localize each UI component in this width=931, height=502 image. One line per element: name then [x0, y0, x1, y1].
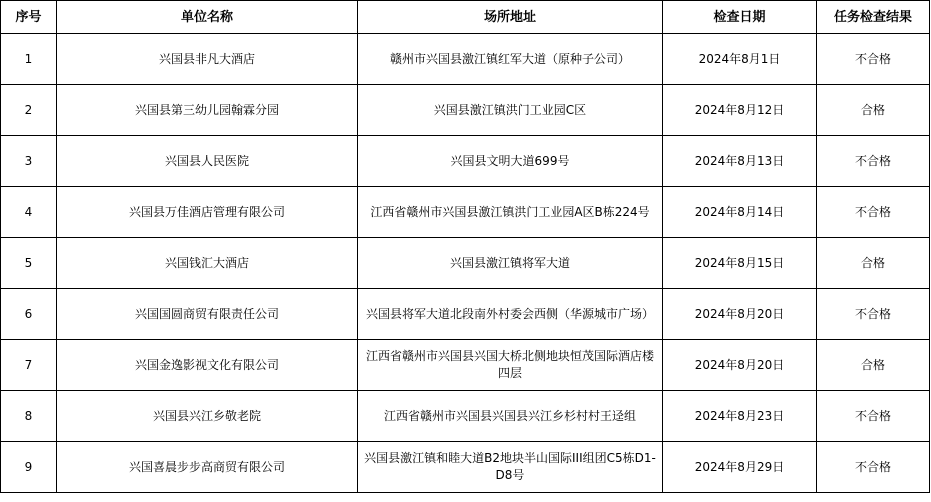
table-row	[1, 391, 930, 442]
cell-inspection-date: 2024年8月13日	[663, 136, 817, 187]
header-inspection-date: 检查日期	[663, 1, 817, 34]
cell-address: 兴国县激江镇将军大道	[358, 238, 663, 289]
cell-inspection-result: 不合格	[817, 34, 930, 85]
cell-address: 赣州市兴国县激江镇红军大道（原种子公司）	[358, 34, 663, 85]
cell-inspection-result: 不合格	[817, 136, 930, 187]
header-unit-name: 单位名称	[57, 1, 358, 34]
cell-serial-number: 9	[1, 442, 57, 493]
cell-inspection-date: 2024年8月1日	[663, 34, 817, 85]
cell-inspection-date: 2024年8月14日	[663, 187, 817, 238]
cell-inspection-result: 不合格	[817, 391, 930, 442]
cell-address: 兴国县激江镇和睦大道B2地块半山国际III组团C5栋D1-D8号	[358, 442, 663, 493]
cell-inspection-result: 合格	[817, 85, 930, 136]
header-serial-number: 序号	[1, 1, 57, 34]
cell-serial-number: 8	[1, 391, 57, 442]
cell-serial-number: 2	[1, 85, 57, 136]
cell-address: 江西省赣州市兴国县兴国县兴江乡杉村村王迳组	[358, 391, 663, 442]
header-inspection-result: 任务检查结果	[817, 1, 930, 34]
table-header-row	[1, 1, 930, 34]
table-row	[1, 442, 930, 493]
cell-inspection-result: 合格	[817, 238, 930, 289]
table-row	[1, 34, 930, 85]
cell-unit-name: 兴国县非凡大酒店	[57, 34, 358, 85]
cell-unit-name: 兴国县人民医院	[57, 136, 358, 187]
cell-address: 兴国县文明大道699号	[358, 136, 663, 187]
cell-serial-number: 6	[1, 289, 57, 340]
cell-inspection-result: 不合格	[817, 289, 930, 340]
table-row	[1, 187, 930, 238]
cell-unit-name: 兴国县第三幼儿园翰霖分园	[57, 85, 358, 136]
table-row	[1, 340, 930, 391]
cell-serial-number: 5	[1, 238, 57, 289]
cell-unit-name: 兴国县兴江乡敬老院	[57, 391, 358, 442]
cell-address: 兴国县将军大道北段南外村委会西侧（华源城市广场）	[358, 289, 663, 340]
table-row	[1, 238, 930, 289]
cell-inspection-date: 2024年8月29日	[663, 442, 817, 493]
cell-unit-name: 兴国国圆商贸有限责任公司	[57, 289, 358, 340]
header-address: 场所地址	[358, 1, 663, 34]
cell-address: 江西省赣州市兴国县兴国大桥北侧地块恒茂国际酒店楼四层	[358, 340, 663, 391]
cell-serial-number: 7	[1, 340, 57, 391]
cell-unit-name: 兴国喜晨步步高商贸有限公司	[57, 442, 358, 493]
cell-serial-number: 1	[1, 34, 57, 85]
cell-unit-name: 兴国钱汇大酒店	[57, 238, 358, 289]
cell-inspection-result: 不合格	[817, 187, 930, 238]
cell-serial-number: 4	[1, 187, 57, 238]
cell-serial-number: 3	[1, 136, 57, 187]
cell-inspection-date: 2024年8月15日	[663, 238, 817, 289]
cell-inspection-result: 合格	[817, 340, 930, 391]
cell-inspection-date: 2024年8月12日	[663, 85, 817, 136]
cell-unit-name: 兴国县万佳酒店管理有限公司	[57, 187, 358, 238]
table-row	[1, 289, 930, 340]
table-row	[1, 85, 930, 136]
cell-inspection-date: 2024年8月20日	[663, 340, 817, 391]
cell-inspection-date: 2024年8月23日	[663, 391, 817, 442]
cell-address: 兴国县激江镇洪门工业园C区	[358, 85, 663, 136]
table-row	[1, 136, 930, 187]
cell-inspection-date: 2024年8月20日	[663, 289, 817, 340]
cell-unit-name: 兴国金逸影视文化有限公司	[57, 340, 358, 391]
cell-inspection-result: 不合格	[817, 442, 930, 493]
cell-address: 江西省赣州市兴国县激江镇洪门工业园A区B栋224号	[358, 187, 663, 238]
